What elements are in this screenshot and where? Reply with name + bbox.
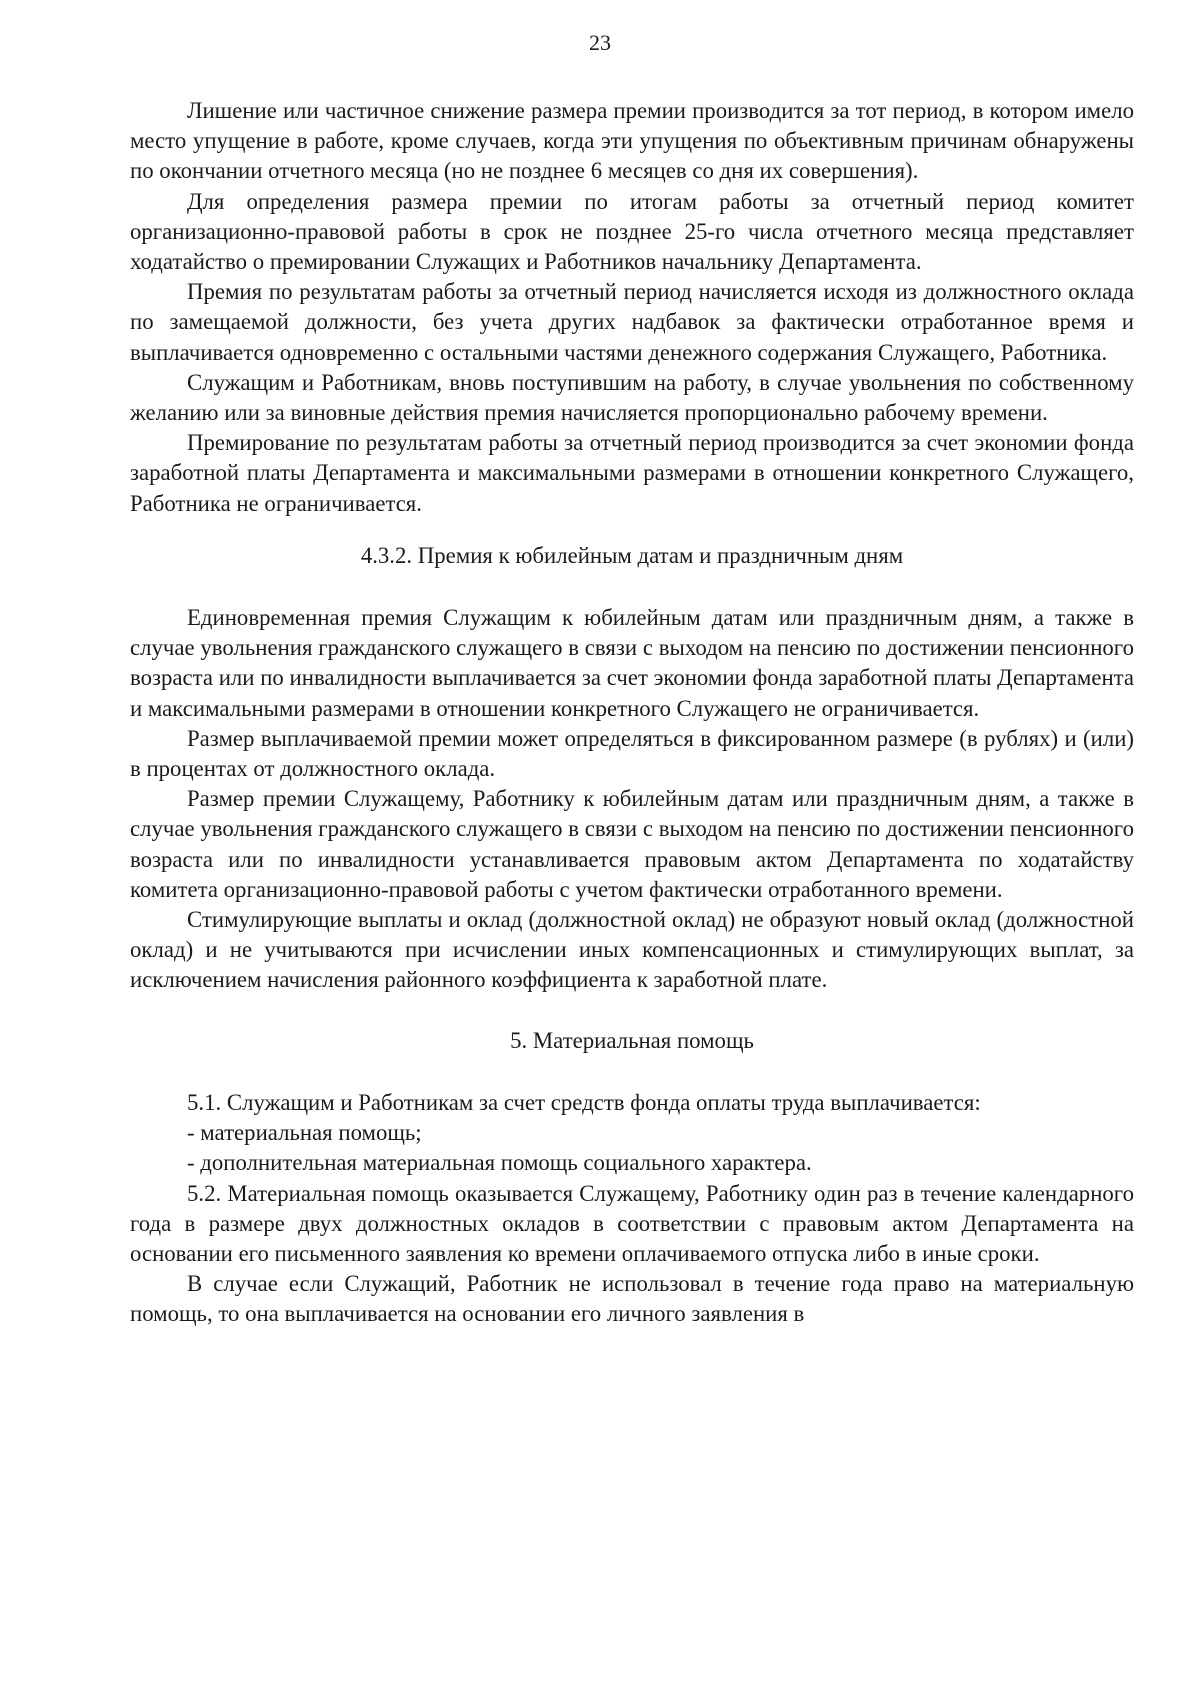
paragraph: Лишение или частичное снижение размера премии производится за тот период, в котором имело место упущение в работе, кроме случаев, когда эти упущения по объективным причинам обнаружены по окончании отчетного месяца (но не позднее 6 месяцев со дня их совершения). [130,98,1134,184]
paragraph: Служащим и Работникам, вновь поступившим на работу, в случае увольнения по собственному желанию или за виновные действия премия начисляется пропорционально рабочему времени. [130,369,1134,426]
list-item: - дополнительная материальная помощь социального характера. [187,1150,812,1176]
page-number: 23 [589,30,611,55]
document-body [130,96,1134,1330]
list-item: - материальная помощь; [187,1120,422,1146]
paragraph: 5.2. Материальная помощь оказывается Служащему, Работнику один раз в течение календарного года в размере двух должностных окладов в соответствии с правовым актом Департамента на основании его письменного заявления ко времени оплачиваемого отпуска либо в иные сроки. [130,1180,1134,1266]
paragraph: Премия по результатам работы за отчетный период начисляется исходя из должностного оклада по замещаемой должности, без учета других надбавок за фактически отработанное время и выплачивается одновременно с остальными частями денежного содержания Служащего, Работника. [130,279,1134,365]
paragraph: Для определения размера премии по итогам работы за отчетный период комитет организационно-правовой работы в срок не позднее 25-го числа отчетного месяца представляет ходатайство о премировании Служащих и Работников начальнику Департамента. [130,188,1134,275]
paragraph: Премирование по результатам работы за отчетный период производится за счет экономии фонда заработной платы Департамента и максимальными размерами в отношении конкретного Служащего, Работника не ограничивается. [130,430,1134,516]
paragraph: Размер выплачиваемой премии может определяться в фиксированном размере (в рублях) и (или) в процентах от должностного оклада. [130,725,1134,782]
paragraph: Размер премии Служащему, Работнику к юбилейным датам или праздничным дням, а также в случае увольнения гражданского служащего в связи с выходом на пенсию по достижении пенсионного возраста или по инвалидности устанавливается правовым актом Департамента по ходатайству комитета организационно-правовой работы с учетом фактически отработанного времени. [130,786,1134,902]
section-heading-5: 5. Материальная помощь [510,1027,754,1053]
section-heading-4-3-2: 4.3.2. Премия к юбилейным датам и праздничным дням [360,542,904,568]
paragraph: 5.1. Служащим и Работникам за счет средств фонда оплаты труда выплачивается: [187,1089,981,1115]
paragraph: Стимулирующие выплаты и оклад (должностной оклад) не образуют новый оклад (должностной оклад) и не учитываются при исчислении иных компенсационных и стимулирующих выплат, за исключением начисления районного коэффициента к заработной плате. [130,907,1134,993]
paragraph: В случае если Служащий, Работник не использовал в течение года право на материальную помощь, то она выплачивается на основании его личного заявления в [130,1271,1134,1327]
paragraph: Единовременная премия Служащим к юбилейным датам или праздничным дням, а также в случае увольнения гражданского служащего в связи с выходом на пенсию по достижении пенсионного возраста или по инвалидности выплачивается за счет экономии фонда заработной платы Департамента и максимальными размерами в отношении конкретного Служащего не ограничивается. [130,605,1134,721]
